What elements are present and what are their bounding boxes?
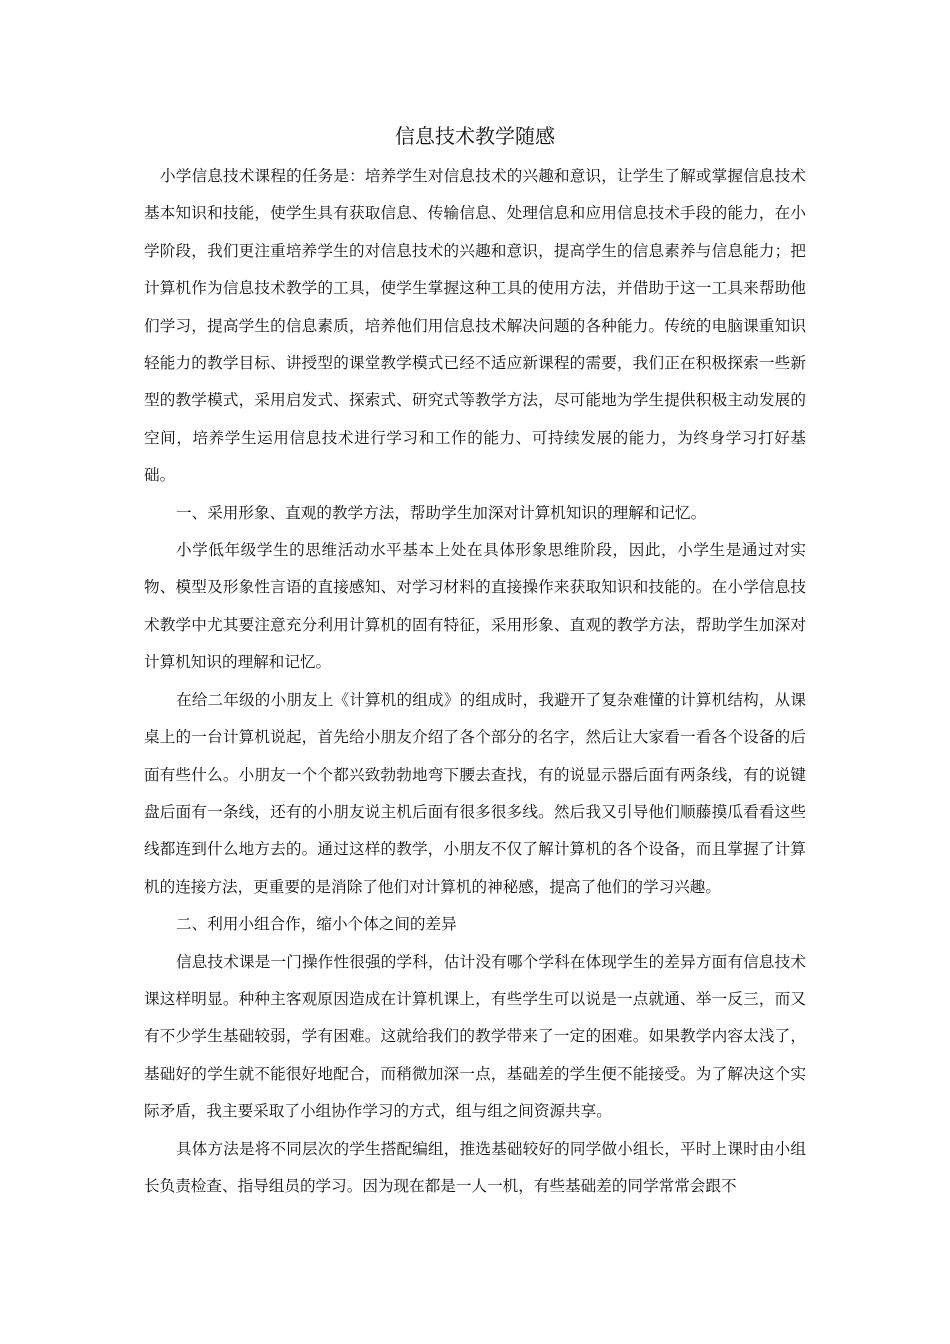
paragraph: 信息技术课是一门操作性很强的学科，估计没有哪个学科在体现学生的差异方面有信息技术课这样明显。种种主客观原因造成在计算机课上，有些学生可以说是一点就通、举一反三，而又有不少学生基础较弱，学有困难。这就给我们的教学带来了一定的困难。如果教学内容太浅了，基础好的学生就不能很好地配合，而稍微加深一点，基础差的学生便不能接受。为了解决这个实际矛盾，我主要采取了小组协作学习的方式，组与组之间资源共享。 [144, 952, 806, 1121]
section-heading-1: 一、采用形象、直观的教学方法，帮助学生加深对计算机知识的理解和记忆。 [176, 503, 707, 522]
paragraph: 具体方法是将不同层次的学生搭配编组，推选基础较好的同学做小组长，平时上课时由小组长负责检查、指导组员的学习。因为现在都是一人一机，有些基础差的同学常常会跟不 [144, 1139, 806, 1195]
paragraph-intro: 小学信息技术课程的任务是：培养学生对信息技术的兴趣和意识，让学生了解或掌握信息技术基本知识和技能，使学生具有获取信息、传输信息、处理信息和应用信息技术手段的能力，在小学阶段，我们更注重培养学生的对信息技术的兴趣和意识，提高学生的信息素养与信息能力；把计算机作为信息技术教学的工具，使学生掌握这种工具的使用方法，并借助于这一工具来帮助他们学习，提高学生的信息素质，培养他们用信息技术解决问题的各种能力。传统的电脑课重知识轻能力的教学目标、讲授型的课堂教学模式已经不适应新课程的需要，我们正在积极探索一些新型的教学模式，采用启发式、探索式、研究式等教学方法，尽可能地为学生提供积极主动发展的空间，培养学生运用信息技术进行学习和工作的能力、可持续发展的能力，为终身学习打好基础。 [144, 167, 806, 485]
document-body [144, 158, 806, 1205]
paragraph: 在给二年级的小朋友上《计算机的组成》的组成时，我避开了复杂难懂的计算机结构，从课桌上的一台计算机说起，首先给小朋友介绍了各个部分的名字，然后让大家看一看各个设备的后面有些什么。小朋友一个个都兴致勃勃地弯下腰去查找，有的说显示器后面有两条线，有的说键盘后面有一条线，还有的小朋友说主机后面有很多很多线。然后我又引导他们顺藤摸瓜看看这些线都连到什么地方去的。通过这样的教学，小朋友不仅了解计算机的各个设备，而且掌握了计算机的连接方法，更重要的是消除了他们对计算机的神秘感，提高了他们的学习兴趣。 [144, 690, 806, 896]
document-title: 信息技术教学随感 [395, 124, 555, 148]
section-heading-2: 二、利用小组合作，缩小个体之间的差异 [176, 915, 457, 934]
paragraph: 小学低年级学生的思维活动水平基本上处在具体形象思维阶段，因此，小学生是通过对实物、模型及形象性言语的直接感知、对学习材料的直接操作来获取知识和技能的。在小学信息技术教学中尤其要注意充分利用计算机的固有特征，采用形象、直观的教学方法，帮助学生加深对计算机知识的理解和记忆。 [144, 541, 806, 672]
